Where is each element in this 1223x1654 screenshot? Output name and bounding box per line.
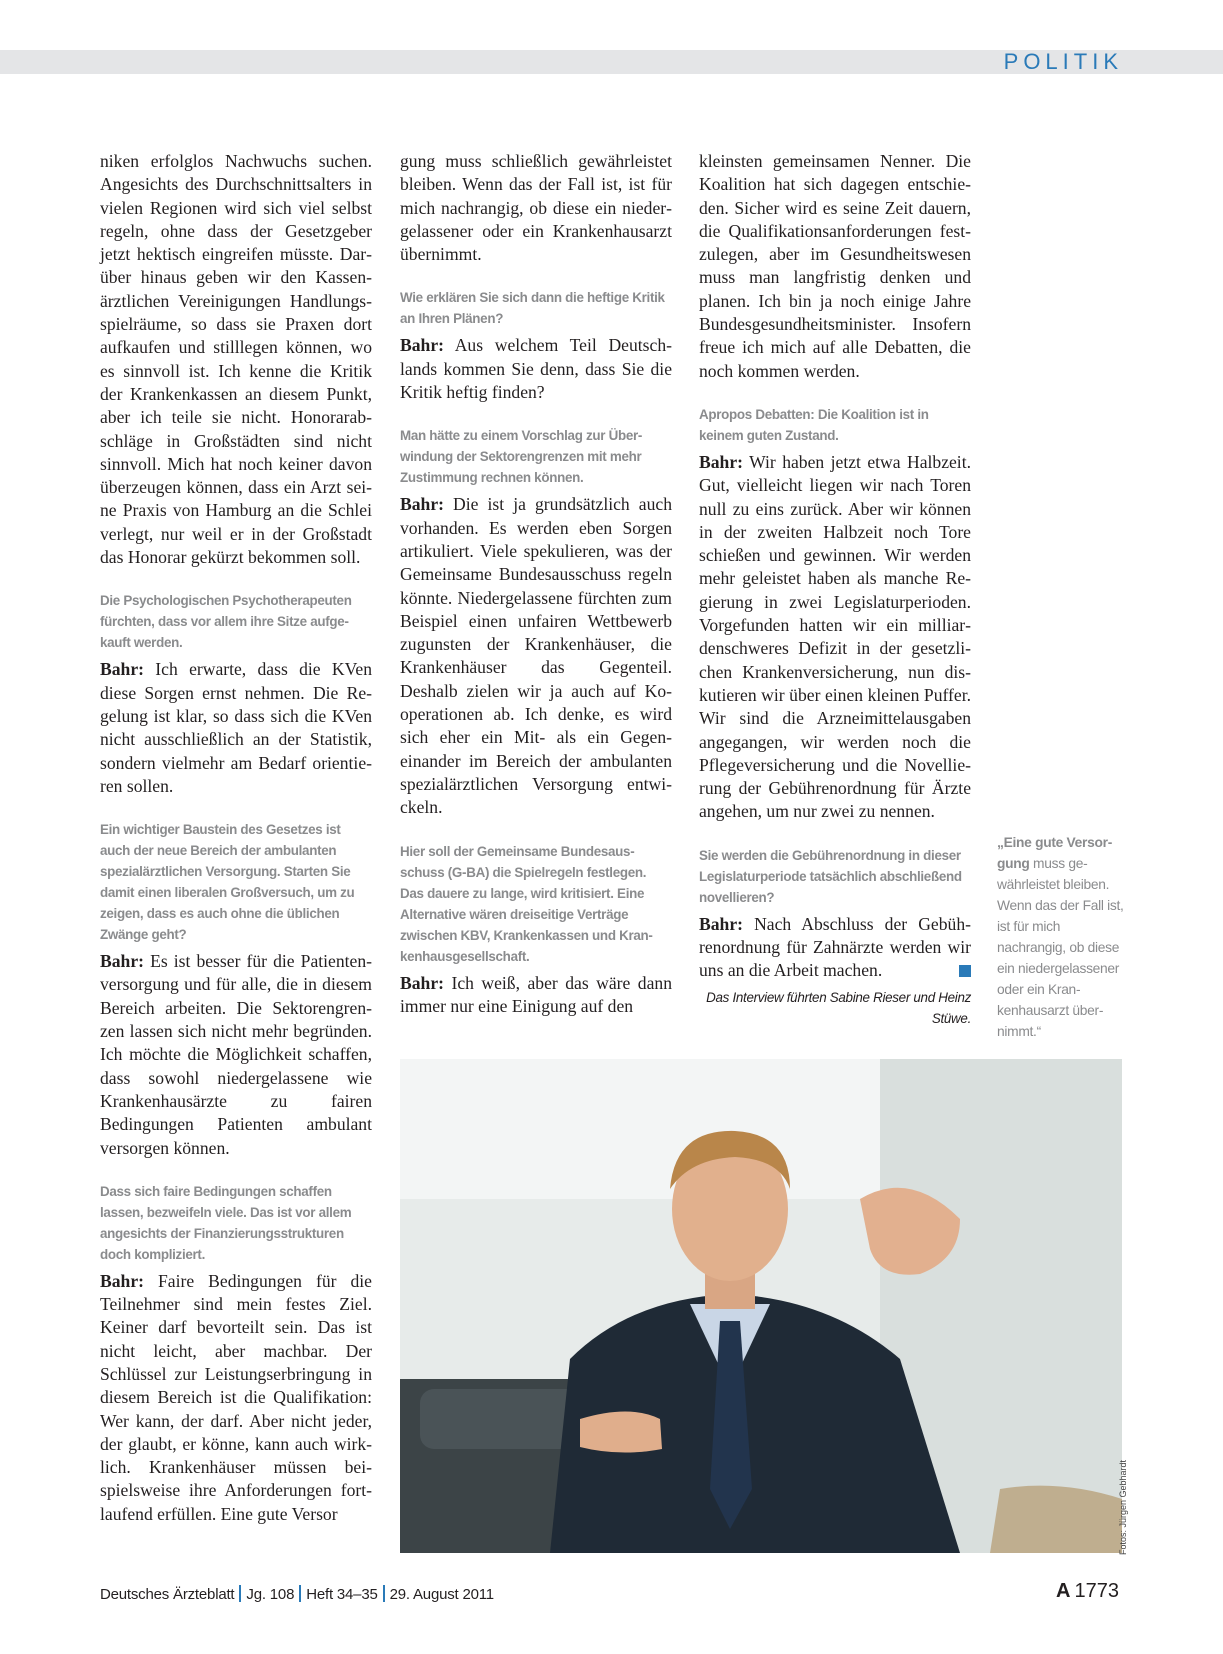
interview-photo <box>400 1059 1122 1553</box>
pull-quote <box>997 832 1127 1042</box>
interview-answer <box>100 1270 372 1526</box>
text-column-3 <box>699 150 971 1029</box>
pull-quote-lead: „Eine gute Versorgung <box>997 835 1113 871</box>
speaker-label: Bahr: <box>100 951 144 972</box>
page-number <box>1056 1580 1119 1603</box>
speaker-label: Bahr: <box>100 659 144 680</box>
interview-question: Sie werden die Gebührenordnung in dieser Legislaturperiode tatsächlich abschließend novellieren? <box>699 847 962 905</box>
interview-answer <box>400 334 672 404</box>
footer-separator <box>383 1585 385 1602</box>
body-paragraph <box>699 150 971 383</box>
interview-question: Wie erklären Sie sich dann die heftige Kritik an Ihren Plänen? <box>400 290 665 327</box>
interview-answer <box>100 950 372 1160</box>
paragraph-text: Wir haben jetzt etwa Halbzeit. Gut, vielleicht liegen wir nach Toren null zu eins zurück. Aber wir können in der zweiten Halbzeit noch Tore schießen und gewinnen. Wir werden mehr geleistet haben als manche Regierung in zwei Legislaturperioden. Vorgefunden hatten wir ein milliardenschweres Defizit in der gesetzlichen Krankenversicherung, nun diskutieren wir über einen kleinen Puffer. Wir sind die Arzneimittelausgaben angegangen, wir werden noch die Pflegeversicherung und die Novellierung der Gebührenordnung für Ärzte angehen, um nur zwei zu nennen. <box>699 451 971 822</box>
text-column-1 <box>100 150 372 1526</box>
paragraph-text: Die ist ja grundsätzlich auch vorhanden. Es werden eben Sorgen artikuliert. Viele spekulieren, was der Gemeinsame Bundesausschuss regeln könnte. Niedergelassene fürchten zum Beispiel einen unfairen Wettbewerb zugunsten der Krankenhäuser, die Krankenhäuser das Gegenteil. Deshalb zielen wir ja auch auf Kooperationen ab. Ich denke, es wird sich eher ein Mit- als ein Gegeneinander im Bereich der ambulanten spezialärztlichen Versorgung entwickeln. <box>400 494 672 818</box>
paragraph-text: Ich erwarte, dass die KVen diese Sorgen ernst nehmen. Die Regelung ist klar, so dass sich die KVen nicht ausschließlich an der Statistik, sondern vielmehr am Bedarf orientieren sollen. <box>100 659 372 796</box>
interview-answer <box>699 913 971 983</box>
journal-name: Deutsches Ärzteblatt <box>100 1586 235 1603</box>
interview-answer <box>100 658 372 798</box>
paragraph-text: niken erfolglos Nachwuchs suchen. Angesichts des Durchschnittsalters in vielen Regionen wird sich viel selbst regeln, ohne dass der Gesetzgeber jetzt hektisch eingreifen müsste. Darüber hinaus geben wir den Kassenärztlichen Vereinigungen Handlungsspielräume, so dass sie Praxen dort aufkaufen und stilllegen können, wo es sinnvoll ist. Ich kenne die Kritik der Krankenkassen an diesem Punkt, aber ich teile sie nicht. Honorarabschläge in Großstädten sind nicht sinnvoll. Mich hat noch keiner davon überzeugen können, dass ein Arzt seine Praxis von Hamburg an die Schlei verlegt, nur weil er in der Großstadt das Honorar gekürzt bekommen soll. <box>100 151 372 568</box>
page-number-value: 1773 <box>1074 1580 1119 1602</box>
paragraph-text: Aus welchem Teil Deutschlands kommen Sie denn, dass Sie die Kritik heftig finden? <box>400 335 672 403</box>
paragraph-text: Nach Abschluss der Gebührenordnung für Zahnärzte werden wir uns an die Arbeit machen. <box>699 913 971 981</box>
speaker-label: Bahr: <box>100 1270 144 1291</box>
paragraph-text: Ich weiß, aber das wäre dann immer nur eine Einigung auf den <box>400 972 672 1016</box>
interview-answer <box>699 451 971 824</box>
speaker-label: Bahr: <box>400 972 444 993</box>
speaker-label: Bahr: <box>699 451 743 472</box>
footer-separator <box>299 1585 301 1602</box>
interview-question: Hier soll der Gemeinsame Bundesausschuss (G-BA) die Spielregeln festlegen. Das dauere zu lange, wird kritisiert. Eine Alternative wären dreiseitige Verträge zwischen KBV, Krankenkassen und Krankenhausgesellschaft. <box>400 843 653 964</box>
text-column-2 <box>400 150 672 1018</box>
journal-date: 29. August 2011 <box>389 1586 494 1603</box>
interview-question: Dass sich faire Bedingungen schaffen lassen, bezweifeln viele. Das ist vor allem angesichts der Finanzierungsstrukturen doch kompliziert. <box>100 1183 352 1262</box>
journal-issue: Heft 34–35 <box>306 1586 378 1603</box>
portrait-illustration <box>400 1059 1122 1553</box>
interview-question: Apropos Debatten: Die Koalition ist in keinem guten Zustand. <box>699 406 929 443</box>
photo-credit: Fotos: Jürgen Gebhardt <box>1118 1459 1128 1555</box>
paragraph-text: Faire Bedingungen für die Teilnehmer sind mein festes Ziel. Keiner darf bevorteilt sein. Das ist nicht leicht, aber machbar. Der Schlüssel zur Leistungserbringung in diesem Bereich ist die Qualifikation: Wer kann, der darf. Aber nicht jeder, der glaubt, er könne, kann auch wirklich. Krankenhäuser müssen beispielsweise ihre Anforderungen fortlaufend erfüllen. Eine gute Versor <box>100 1270 372 1524</box>
paragraph-text: kleinsten gemeinsamen Nenner. Die Koalition hat sich dagegen entschieden. Sicher wird es seine Zeit dauern, die Qualifikationsanforderungen festzulegen, aber im Gesundheitswesen muss man langfristig denken und planen. Ich bin ja noch einige Jahre Bundesgesundheitsminister. Insofern freue ich mich auf alle Debatten, die noch kommen werden. <box>699 151 971 381</box>
interview-question: Man hätte zu einem Vorschlag zur Überwindung der Sektorengrenzen mit mehr Zustimmung rechnen können. <box>400 428 643 486</box>
speaker-label: Bahr: <box>400 494 444 515</box>
speaker-label: Bahr: <box>400 335 444 356</box>
paragraph-text: gung muss schließlich gewährleistet bleiben. Wenn das der Fall ist, ist für mich nachrangig, ob diese ein niedergelassener oder ein Krankenhausarzt übernimmt. <box>400 151 672 265</box>
end-of-article-mark <box>959 965 971 977</box>
section-label: POLITIK <box>1003 49 1123 74</box>
interview-question: Die Psychologischen Psychotherapeuten fürchten, dass vor allem ihre Sitze aufgekauft werden. <box>100 593 352 651</box>
body-paragraph <box>100 150 372 569</box>
speaker-label: Bahr: <box>699 913 743 934</box>
interview-answer <box>400 972 672 1019</box>
interview-answer <box>400 493 672 819</box>
interview-credit: Das Interview führten Sabine Rieser und Heinz Stüwe. <box>706 989 971 1026</box>
body-paragraph <box>400 150 672 266</box>
paragraph-text: Es ist besser für die Patientenversorgung und für alle, die in diesem Bereich arbeiten. Die Sektorengrenzen lassen sich nicht mehr begründen. Ich möchte die Möglichkeit schaffen, dass sowohl niedergelassene wie Krankenhausärzte zu fairen Bedingungen Patienten ambulant versorgen können. <box>100 951 373 1158</box>
page-footer <box>100 1585 494 1603</box>
footer-separator <box>239 1585 241 1602</box>
interview-question: Ein wichtiger Baustein des Gesetzes ist auch der neue Bereich der ambulanten spezialärztlichen Versorgung. Starten Sie damit einen liberalen Großversuch, um zu zeigen, dass es auch ohne die üblichen Zwänge geht? <box>100 822 355 943</box>
journal-volume: Jg. 108 <box>246 1586 295 1603</box>
pull-quote-text: muss gewährleistet bleiben. Wenn das der Fall ist, ist für mich nachrangig, ob diese ein niedergelassener oder ein Krankenhausarzt übernimmt.“ <box>997 856 1124 1039</box>
page-prefix: A <box>1056 1580 1071 1602</box>
